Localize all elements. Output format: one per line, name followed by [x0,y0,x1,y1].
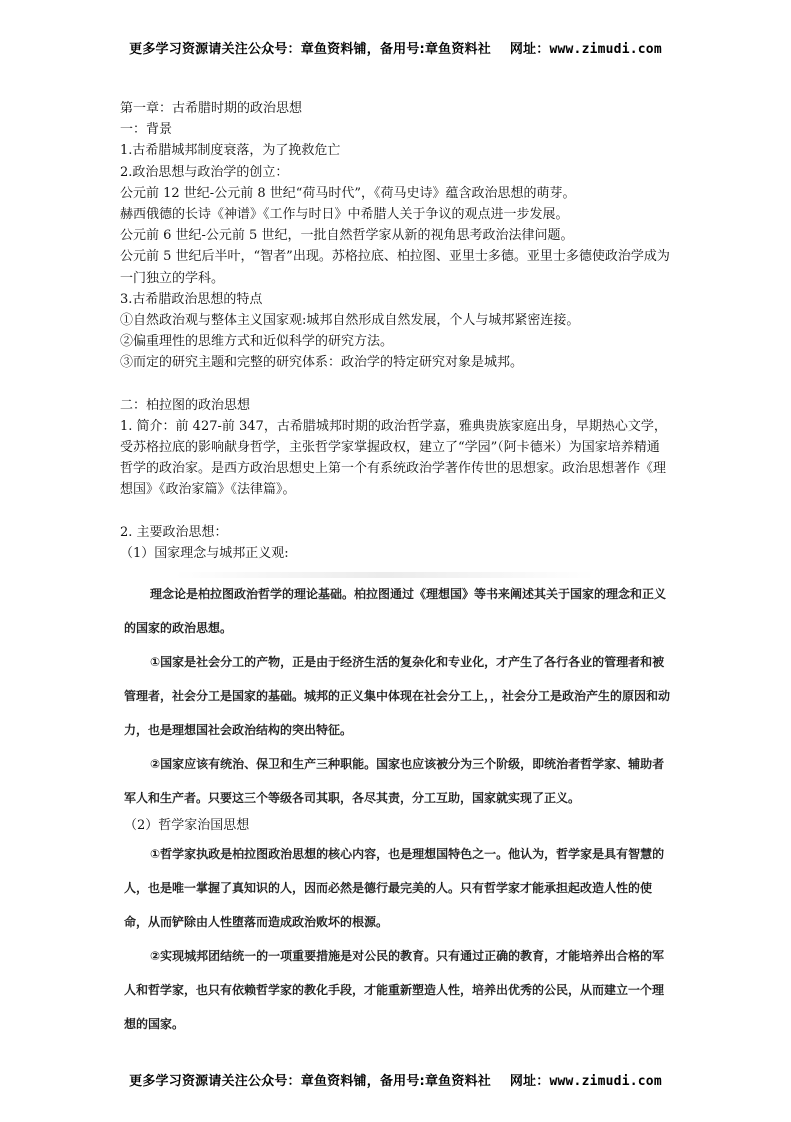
section-heading: 一：背景 [120,122,173,138]
scanned-excerpt [124,577,672,1041]
scan-paragraph: ①哲学家执政是柏拉图政治思想的核心内容，也是理想国特色之一。他认为，哲学家是具有智慧的人，也是唯一掌握了真知识的人，因而必然是德行最完美的人。只有哲学家才能承担起改造人性的使命，从而铲除由人性堕落而造成政治败坏的根源。 [124,847,665,929]
subsection-heading: 2. 主要政治思想： [120,524,228,540]
paragraph: 公元前 6 世纪-公元前 5 世纪，一批自然哲学家从新的视角思考政治法律问题。 [120,228,574,244]
paragraph: 1.古希腊城邦制度衰落，为了挽救危亡 [120,143,341,159]
footer-site-url[interactable]: www.zimudi.com [549,1074,662,1089]
paragraph: ③而定的研究主题和完整的研究体系：政治学的特定研究对象是城邦。 [120,355,524,371]
scan-paragraph: ①国家是社会分工的产物，正是由于经济生活的复杂化和专业化，才产生了各行各业的管理者和被管理者，社会分工是国家的基础。城邦的正义集中体现在社会分工上，，社会分工是政治产生的原因和动力，也是理想国社会政治结构的突出特征。 [124,655,671,737]
scan-paragraph: ②实现城邦团结统一的一项重要措施是对公民的教育。只有通过正确的教育，才能培养出合格的军人和哲学家，也只有依赖哲学家的教化手段，才能重新塑造人性，培养出优秀的公民，从而建立一个理想的国家。 [124,949,665,1031]
subsection-heading: （2）哲学家治国思想 [124,818,250,833]
subsection-heading: （1）国家理念与城邦正义观: [120,545,289,561]
footer-site-label: 网址： [509,1074,550,1089]
paragraph: 3.古希腊政治思想的特点 [120,291,263,307]
footer-banner [0,1070,791,1089]
chapter-title: 第一章：古希腊时期的政治思想 [120,101,303,116]
paragraph: 公元前 5 世纪后半叶，“智者”出现。苏格拉底、柏拉图、亚里士多德。亚里士多德使政治学成为一门独立的学科。 [120,249,670,286]
header-banner [0,38,791,57]
paragraph: 1. 简介：前 427-前 347，古希腊城邦时期的政治哲学嘉，雅典贵族家庭出身，早期热心文学，受苏格拉底的影响献身哲学，主张哲学家掌握政权，建立了“学园”（阿卡德米）为国家培养精通哲学的政治家。是西方政治思想史上第一个有系统政治学著作传世的思想家。政治思想著作《理想国》《政治家篇》《法律篇》。 [120,418,667,498]
paragraph: 赫西俄德的长诗《神谱》《工作与时日》中希腊人关于争议的观点进一步发展。 [120,207,569,223]
section-heading: 二：柏拉图的政治思想 [120,397,251,413]
header-promo: 更多学习资源请关注公众号：章鱼资料铺，备用号:章鱼资料社 [129,42,491,57]
header-site-label: 网址： [509,42,550,57]
header-site-url[interactable]: www.zimudi.com [549,42,662,57]
document-body [120,98,672,564]
paragraph: 公元前 12 世纪-公元前 8 世纪“荷马时代”，《荷马史诗》蕴含政治思想的萌芽。 [120,185,576,201]
scan-paragraph: ②国家应该有统治、保卫和生产三种职能。国家也应该被分为三个阶级，即统治者哲学家、辅助者军人和生产者。只要这三个等级各司其职，各尽其责，分工互助，国家就实现了正义。 [124,757,665,805]
footer-promo: 更多学习资源请关注公众号：章鱼资料铺，备用号:章鱼资料社 [129,1074,491,1089]
paragraph: 2.政治思想与政治学的创立： [120,164,289,180]
scan-paragraph: 理念论是柏拉图政治哲学的理论基础。柏拉图通过《理想国》等书来阐述其关于国家的理念和正义的国家的政治思想。 [124,587,667,635]
paragraph: ②偏重理性的思维方式和近似科学的研究方法。 [120,334,394,350]
paragraph: ①自然政治观与整体主义国家观:城邦自然形成自然发展，个人与城邦紧密连接。 [120,313,580,329]
